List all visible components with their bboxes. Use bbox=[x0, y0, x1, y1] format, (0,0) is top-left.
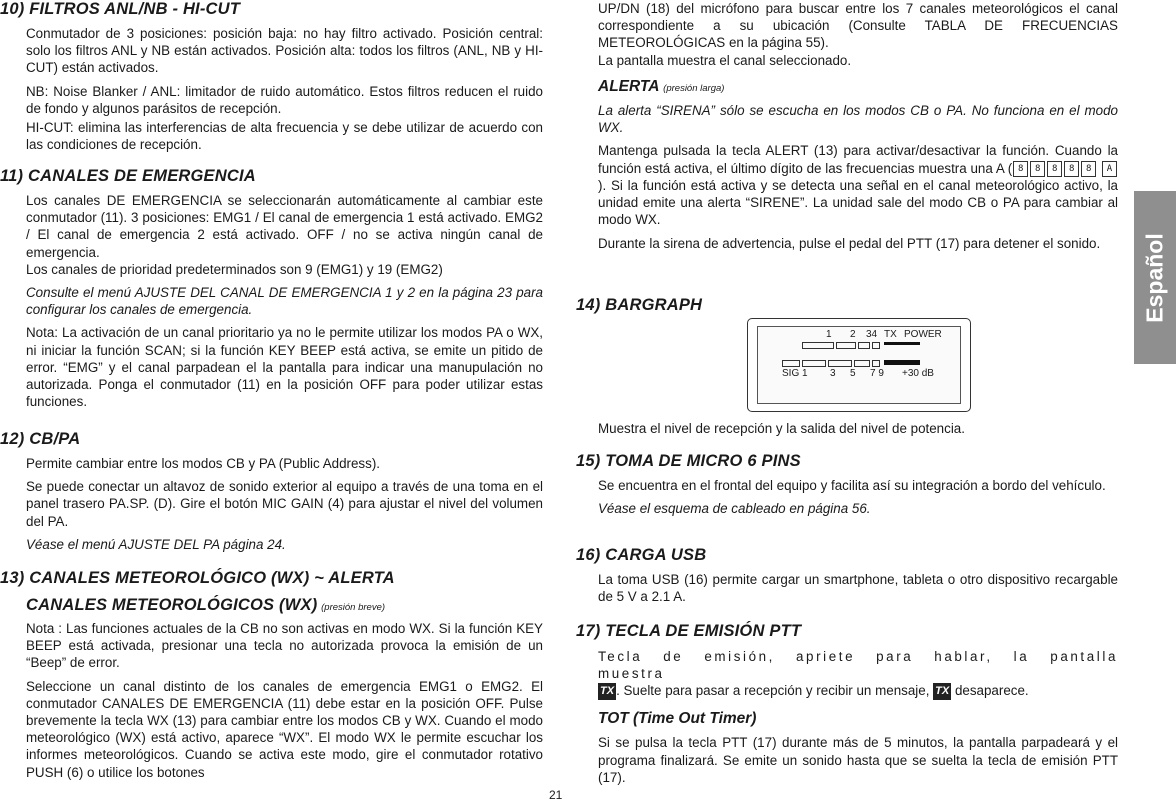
bargraph-tx: TX bbox=[884, 329, 897, 340]
section-14-p: Muestra el nivel de recepción y la salida del nivel de potencia. bbox=[598, 421, 965, 436]
alerta-p2 bbox=[598, 142, 1118, 228]
bargraph-db: +30 dB bbox=[902, 368, 934, 379]
tot-p: Si se pulsa la tecla PTT (17) durante más de 5 minutos, la pantalla parpadeará y el programa finalizará. Se emite un sonido hasta que se suelta la tecla de emisión PTT (17). bbox=[598, 735, 1118, 785]
section-17 bbox=[576, 622, 1118, 786]
section-16-title: 16) CARGA USB bbox=[576, 546, 707, 564]
section-13 bbox=[0, 569, 543, 781]
section-15-title: 15) TOMA DE MICRO 6 PINS bbox=[576, 452, 801, 470]
wx-cont-p1: UP/DN (18) del micrófono para buscar entre los 7 canales meteorológicos el canal correspondiente a su ubicación (Consulte TABLA DE FRECUENCIAS METEOROLÓGICAS en la página 55). bbox=[598, 1, 1118, 51]
page-number: 21 bbox=[549, 788, 563, 802]
bargraph-seg bbox=[782, 360, 800, 367]
bargraph-figure bbox=[747, 318, 971, 412]
bargraph-s79: 7 9 bbox=[870, 368, 884, 379]
section-17-p1a: Tecla de emisión, apriete para hablar, la pantalla muestra bbox=[598, 649, 1118, 682]
wx-continuation bbox=[598, 0, 1118, 69]
section-11-title: 11) CANALES DE EMERGENCIA bbox=[0, 167, 256, 185]
bargraph-db-bar bbox=[884, 360, 920, 365]
section-17-p1c: desaparece. bbox=[954, 683, 1029, 699]
language-side-tab bbox=[1134, 191, 1176, 364]
alerta-note: (presión larga) bbox=[663, 83, 725, 94]
wx-cont-p2: La pantalla muestra el canal seleccionado. bbox=[598, 52, 852, 68]
section-15 bbox=[576, 452, 1118, 517]
bargraph-power: POWER bbox=[904, 329, 942, 340]
section-15-p1: Se encuentra en el frontal del equipo y facilita así su integración a bordo del vehículo. bbox=[598, 478, 1106, 493]
section-16 bbox=[576, 546, 1118, 605]
section-14 bbox=[576, 296, 1118, 315]
lcd-alert-digit: A bbox=[1102, 161, 1117, 177]
section-12 bbox=[0, 430, 543, 553]
section-17-p1b: . Suelte para pasar a recepción y recibir un mensaje, bbox=[616, 683, 930, 699]
section-13-p1: Nota : Las funciones actuales de la CB no son activas en modo WX. Si la función KEY BEEP está activada, presionar una tecla no autorizada provoca la emisión de un “Beep” de error. bbox=[26, 621, 543, 671]
alerta-p1: La alerta “SIRENA” sólo se escucha en los modos CB o PA. No funciona en el modo WX. bbox=[598, 103, 1118, 136]
bargraph-display bbox=[757, 326, 961, 404]
bargraph-seg bbox=[872, 360, 880, 367]
bargraph-s5: 5 bbox=[850, 368, 856, 379]
section-10-p3: HI-CUT: elimina las interferencias de alta frecuencia y se debe utilizar de acuerdo con las condiciones de recepción. bbox=[26, 120, 543, 153]
section-10-title: 10) FILTROS ANL/NB - HI-CUT bbox=[0, 0, 241, 18]
bargraph-seg bbox=[802, 360, 826, 367]
alerta-title: ALERTA bbox=[598, 78, 660, 95]
bargraph-seg bbox=[836, 342, 856, 349]
section-10 bbox=[0, 0, 543, 153]
section-13-title: 13) CANALES METEOROLÓGICO (WX) ~ ALERTA bbox=[0, 569, 395, 587]
section-12-p3: Véase el menú AJUSTE DEL PA página 24. bbox=[26, 536, 286, 552]
section-17-title: 17) TECLA DE EMISIÓN PTT bbox=[576, 622, 802, 640]
alerta-section bbox=[598, 78, 1118, 252]
alerta-p2b: ). Si la función está activa y se detecta una señal en el canal meteorológico activo, la unidad emite una alerta “SIRENE”. La unidad sale del modo CB o PA para cambiar al modo WX. bbox=[598, 178, 1118, 228]
section-11-p4: Nota: La activación de un canal prioritario ya no le permite utilizar los modos PA o WX, ni iniciar la función SCAN; si la función KEY BEEP está activa, se emite un pitido de error. “EMG” y el canal parpadean el la pantalla para indicar una manupulación no autorizada. Ponga el conmutador (11) en la posición OFF para poder utilizar estas funciones. bbox=[26, 325, 543, 410]
bargraph-seg bbox=[854, 360, 870, 367]
bargraph-seg bbox=[872, 342, 880, 349]
alerta-p3: Durante la sirena de advertencia, pulse el pedal del PTT (17) para detener el sonido. bbox=[598, 235, 1101, 251]
section-10-p1: Conmutador de 3 posiciones: posición baja: no hay filtro activado. Posición central: solo los filtros ANL y NB están activados. Posición alta: todos los filtros (ANL, NB y HI-CUT) están activados. bbox=[26, 26, 543, 76]
section-13-p2: Seleccione un canal distinto de los canales de emergencia EMG1 o EMG2. El conmutador CANALES DE EMERGENCIA (11) debe estar en la posición OFF. Pulse brevemente la tecla WX (13) para cambiar entre los modos CB y WX. Cuando el modo meteorológico (WX) está activo, aparece “WX”. El modo WX le permite escuchar los informes meteorológicos. Cuando se activa este modo, gire el conmutador rotativo PUSH (6) o utilice los botones bbox=[26, 678, 543, 780]
tx-badge: TX bbox=[933, 683, 951, 700]
bargraph-seg bbox=[828, 360, 852, 367]
side-tab-label: Español bbox=[1141, 232, 1168, 323]
bargraph-n2: 2 bbox=[850, 329, 856, 340]
section-14-title: 14) BARGRAPH bbox=[576, 296, 703, 314]
section-12-p1: Permite cambiar entre los modos CB y PA (Public Address). bbox=[26, 456, 380, 471]
bargraph-seg bbox=[802, 342, 834, 349]
section-11-p2: Los canales de prioridad predeterminados son 9 (EMG1) y 19 (EMG2) bbox=[26, 261, 443, 277]
section-14-body bbox=[598, 420, 1118, 437]
section-15-p2: Véase el esquema de cableado en página 56. bbox=[598, 501, 871, 517]
bargraph-power-bar bbox=[884, 342, 920, 350]
section-13-subtitle: CANALES METEOROLÓGICOS (WX) bbox=[26, 596, 318, 614]
lcd-digits: 8 8 8 8 8 A bbox=[1012, 161, 1118, 176]
section-13-subtitle-note: (presión breve) bbox=[321, 602, 386, 613]
section-10-p2: NB: Noise Blanker / ANL: limitador de ruido automático. Estos filtros reducen el ruido de fondo y algunos parásitos de recepción. bbox=[26, 83, 543, 116]
bargraph-n34: 34 bbox=[866, 329, 878, 340]
tx-badge: TX bbox=[598, 683, 616, 700]
section-17-p1 bbox=[598, 682, 1118, 700]
section-12-p2: Se puede conectar un altavoz de sonido exterior al equipo a través de una toma en el panel trasero PA.SP. (D). Gire el botón MIC GAIN (4) para ajustar el nivel del volumen del PA. bbox=[26, 479, 543, 529]
tot-title: TOT (Time Out Timer) bbox=[598, 710, 757, 728]
section-11-p3: Consulte el menú AJUSTE DEL CANAL DE EMERGENCIA 1 y 2 en la página 23 para configurar los canales de emergencia. bbox=[26, 285, 543, 318]
bargraph-n1: 1 bbox=[826, 329, 832, 340]
bargraph-sig1: SIG 1 bbox=[782, 368, 808, 379]
bargraph-seg bbox=[858, 342, 870, 349]
section-11-p1: Los canales DE EMERGENCIA se seleccionarán automáticamente al cambiar este conmutador (11). 3 posiciones: EMG1 / El canal de emergencia 1 está activado. EMG2 / El canal de emergencia 2 está activado. OFF / no se activa ningún canal de emergencia. bbox=[26, 193, 543, 260]
section-11 bbox=[0, 167, 543, 410]
alerta-p2a: Mantenga pulsada la tecla ALERT (13) para activar/desactivar la función. Cuando la función está activa, el último dígito de las frecuencias muestra una A ( bbox=[598, 143, 1118, 176]
section-12-title: 12) CB/PA bbox=[0, 430, 81, 448]
bargraph-s3: 3 bbox=[830, 368, 836, 379]
section-16-p: La toma USB (16) permite cargar un smartphone, tableta o otro dispositivo recargable de 5 V a 2.1 A. bbox=[598, 572, 1118, 605]
